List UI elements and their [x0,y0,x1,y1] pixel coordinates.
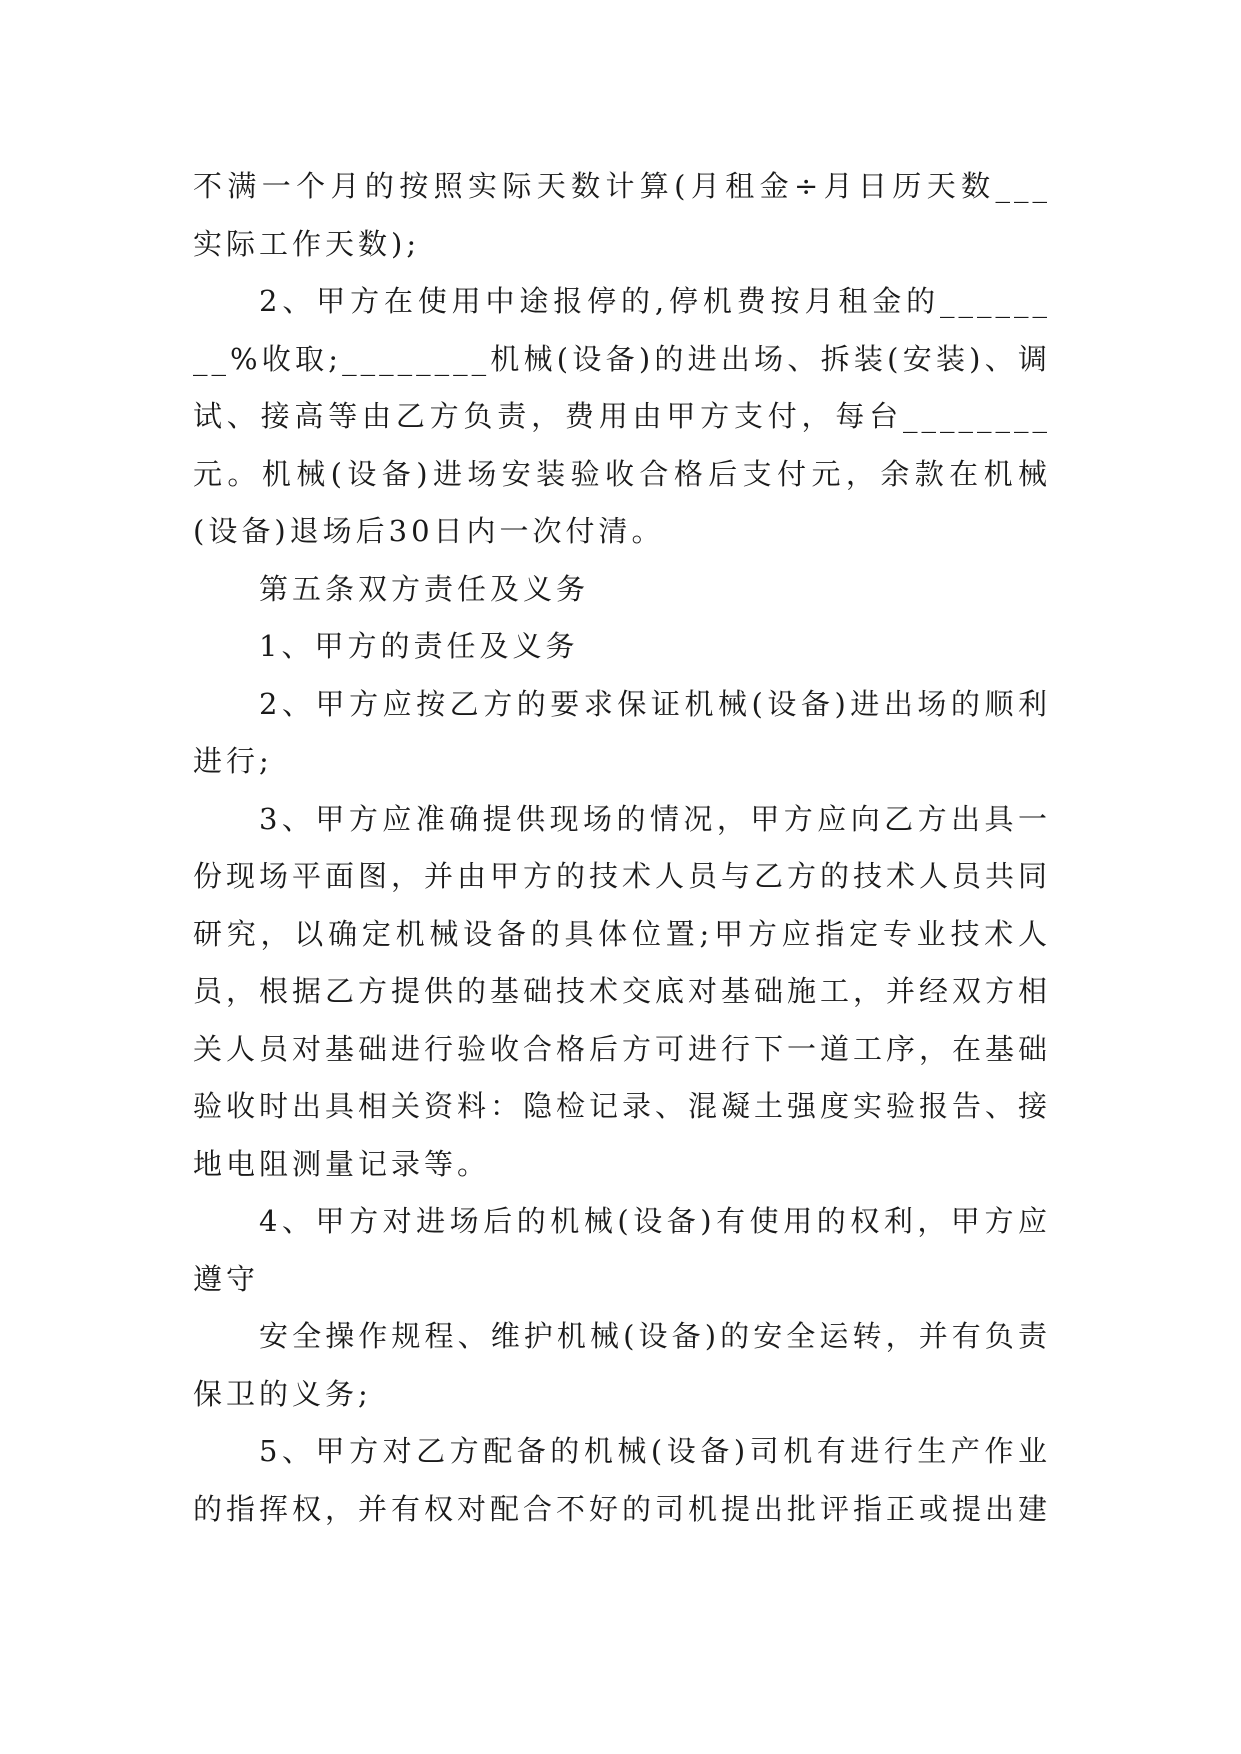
paragraph-suspension-fee: 2、甲方在使用中途报停的,停机费按月租金的________%收取;________机械(设备)的进出场、拆装(安装)、调试、接高等由乙方负责，费用由甲方支付，每台________元。机械(设备)进场安装验收合格后支付元，余款在机械(设备)退场后30日内一次付清。 [193,284,1051,548]
paragraph-rent-calculation: 不满一个月的按照实际天数计算(月租金÷月日历天数___实际工作天数); [193,169,1051,261]
paragraph-party-a-duty-5: 5、甲方对乙方配备的机械(设备)司机有进行生产作业的指挥权，并有权对配合不好的司机提出批评指正或提出建 [193,1434,1052,1526]
document-body [193,158,1051,1538]
paragraph-party-a-duty-4: 4、甲方对进场后的机械(设备)有使用的权利，甲方应遵守 [193,1204,1051,1296]
paragraph-party-a-duty-2: 2、甲方应按乙方的要求保证机械(设备)进出场的顺利进行; [193,686,1051,778]
paragraph-safety-operation: 安全操作规程、维护机械(设备)的安全运转，并有负责保卫的义务; [193,1319,1051,1411]
section-heading-article-5: 第五条双方责任及义务 [259,571,590,606]
paragraph-party-a-duties-heading: 1、甲方的责任及义务 [259,629,579,663]
paragraph-party-a-duty-3: 3、甲方应准确提供现场的情况，甲方应向乙方出具一份现场平面图，并由甲方的技术人员与乙方的技术人员共同研究，以确定机械设备的具体位置;甲方应指定专业技术人员，根据乙方提供的基础技术交底对基础施工，并经双方相关人员对基础进行验收合格后方可进行下一道工序，在基础验收时出具相关资料：隐检记录、混凝土强度实验报告、接地电阻测量记录等。 [193,801,1052,1181]
